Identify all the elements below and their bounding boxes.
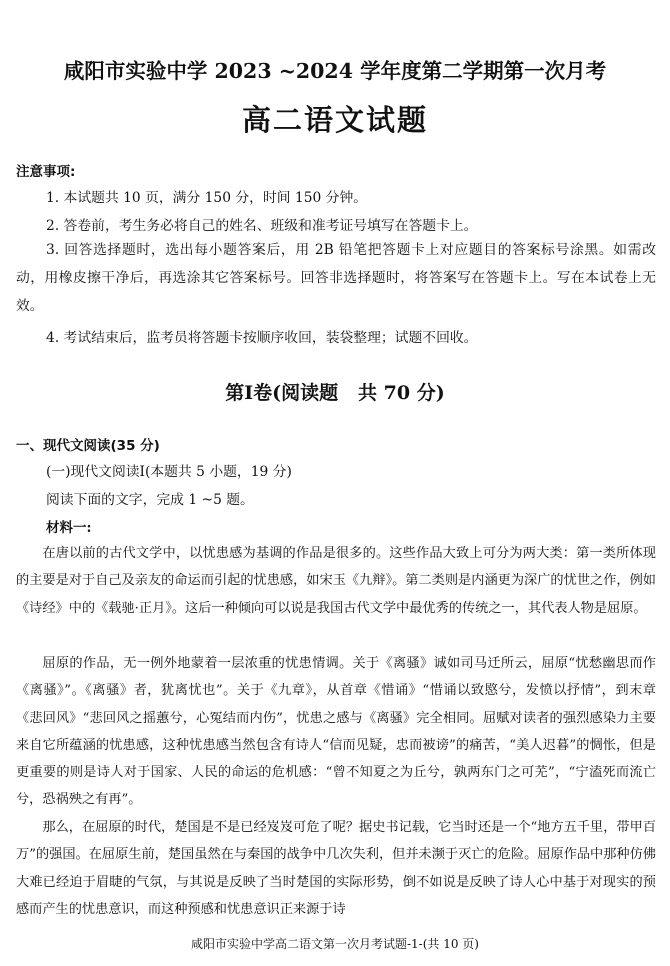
section-title: 第Ⅰ卷(阅读题 共 70 分): [225, 382, 445, 404]
notice-item-3: 3. 回答选择题时，选出每小题答案后，用 2B 铅笔把答题卡上对应题目的答案标号涂黑。如需改动，用橡皮擦干净后，再选涂其它答案标号。回答非选择题时，将答案写在答题卡上。写在本试卷上无效。: [16, 242, 656, 314]
passage-paragraph-2: 屈原的作品，无一例外地蒙着一层浓重的忧患情调。关于《离骚》诚如司马迁所云，屈原“忧愁幽思而作《离骚》”。《离骚》者，犹离忧也”。关于《九章》，从首章《惜诵》“惜诵以致愍兮，发愤以抒情”，到末章《悲回风》“悲回风之摇蕙兮，心冤结而内伤”，忧患之感与《离骚》完全相同。屈赋对读者的强烈感染力主要来自它所蕴涵的忧患感，这种忧患感当然包含有诗人“信而见疑，忠而被谤”的痛苦，“美人迟暮”的惆怅，但是更重要的则是诗人对于国家、人民的命运的危机感：“曾不知夏之为丘兮，孰两东门之可芜”，“宁溘死而流亡兮，恐祸殃之有再”。: [16, 656, 656, 808]
page-footer: 咸阳市实验中学高二语文第一次月考试题-1-(共 10 页): [190, 937, 479, 951]
exam-title: 咸阳市实验中学 2023 ~2024 学年度第二学期第一次月考: [63, 59, 607, 83]
passage-paragraph-1: 在唐以前的古代文学中，以忧患感为基调的作品是很多的。这些作品大致上可分为两大类：第一类所体现的主要是对于自己及亲友的命运而引起的忧患感，如宋玉《九辩》。第二类则是内涵更为深广的忧世之作，例如《诗经》中的《载驰·正月》。这后一种倾向可以说是我国古代文学中最优秀的传统之一，其代表人物是屈原。: [16, 546, 656, 616]
part-heading: 一、现代文阅读(35 分): [16, 438, 160, 454]
notice-item-1: 1. 本试题共 10 页，满分 150 分，时间 150 分钟。: [46, 190, 368, 206]
reading-instruction: 阅读下面的文字，完成 1 ~5 题。: [46, 492, 254, 508]
notice-item-4: 4. 考试结束后，监考员将答题卡按顺序收回，装袋整理；试题不回收。: [46, 330, 478, 346]
sub-heading: (一)现代文阅读Ⅰ(本题共 5 小题，19 分): [46, 464, 292, 480]
notice-heading: 注意事项:: [16, 164, 76, 180]
exam-subtitle: 高二语文试题: [241, 103, 428, 137]
material-label: 材料一:: [46, 520, 92, 536]
notice-item-2: 2. 答卷前，考生务必将自己的姓名、班级和准考证号填写在答题卡上。: [46, 218, 478, 234]
passage-paragraph-3: 那么，在屈原的时代，楚国是不是已经岌岌可危了呢？据史书记载，它当时还是一个“地方五千里，带甲百万”的强国。在屈原生前，楚国虽然在与秦国的战争中几次失利，但并未濒于灭亡的危险。屈原作品中那种仿佛大难已经迫于眉睫的气氛，与其说是反映了当时楚国的实际形势，倒不如说是反映了诗人心中基于对现实的预感而产生的忧患意识，而这种预感和忧患意识正来源于诗: [16, 820, 656, 917]
